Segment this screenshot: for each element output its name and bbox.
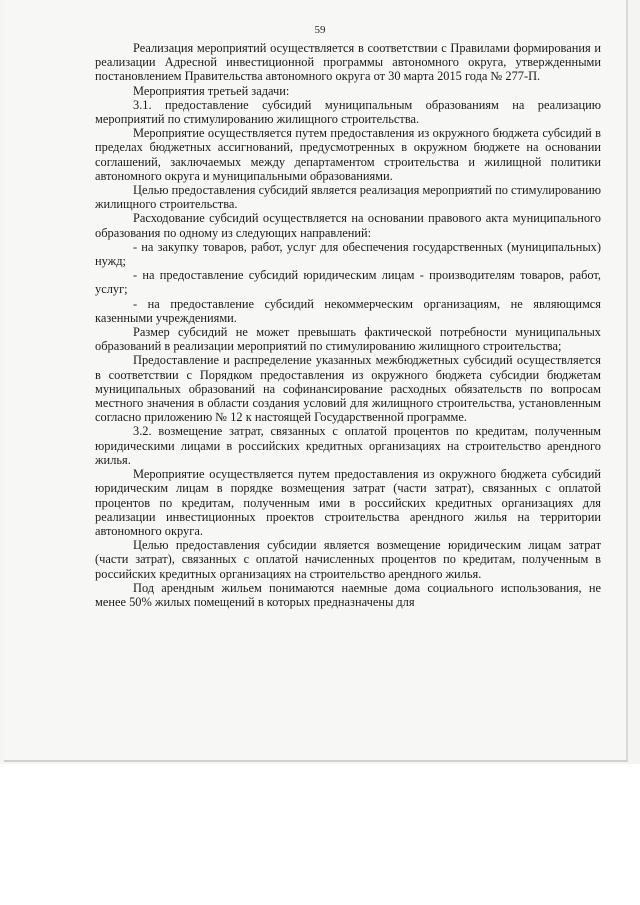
paragraph: Мероприятие осуществляется путем предоставления из окружного бюджета субсидий в пределах бюджетных ассигнований, предусмотренных в окружном бюджете на основании соглашений, заключаемых между департаментом строительства и жилищной политики автономного округа и муниципальными образованиями. — [95, 126, 601, 183]
list-item: - на предоставление субсидий юридическим лицам - производителям товаров, работ, услуг; — [95, 268, 601, 297]
paragraph: 3.2. возмещение затрат, связанных с оплатой процентов по кредитам, полученным юридическими лицами в российских кредитных организациях на строительство арендного жилья. — [95, 424, 601, 467]
paragraph: 3.1. предоставление субсидий муниципальным образованиям на реализацию мероприятий по стимулированию жилищного строительства. — [95, 97, 601, 127]
page-number: 59 — [314, 24, 326, 36]
list-item: - на предоставление субсидий некоммерческим организациям, не являющимся казенными учреждениями. — [95, 296, 601, 325]
paragraph: Мероприятия третьей задачи: — [133, 83, 290, 98]
blank-background — [0, 764, 640, 905]
paragraph: Предоставление и распределение указанных межбюджетных субсидий осуществляется в соответствии с Порядком предоставления из окружного бюджета субсидии бюджетам муниципальных образований на софинансирование расходных обязательств по вопросам местного значения в области создания условий для жилищного строительства, установленным согласно приложению № 12 к настоящей Государственной программе. — [95, 353, 601, 425]
paragraph: Реализация мероприятий осуществляется в соответствии с Правилами формирования и реализации Адресной инвестиционной программы автономного округа, утвержденными постановлением Правительства автономного округа от 30 марта 2015 года № 277-П. — [95, 41, 601, 84]
paragraph: Под арендным жильем понимаются наемные дома социального использования, не менее 50% жилых помещений в которых предназначены для — [95, 580, 601, 609]
paragraph: Размер субсидий не может превышать фактической потребности муниципальных образований в реализации мероприятий по стимулированию жилищного строительства; — [95, 325, 601, 354]
list-item: - на закупку товаров, работ, услуг для обеспечения государственных (муниципальных) нужд; — [95, 239, 601, 269]
paragraph: Расходование субсидий осуществляется на основании правового акта муниципального образования по одному из следующих направлений: — [95, 211, 601, 240]
paragraph: Целью предоставления субсидий является реализация мероприятий по стимулированию жилищного строительства. — [95, 183, 601, 212]
paragraph: Мероприятие осуществляется путем предоставления из окружного бюджета субсидий юридическим лицам в порядке возмещения затрат (части затрат), связанных с оплатой процентов по кредитам, полученным ими в российских кредитных организациях для реализации инвестиционных проектов строительства арендного жилья на территории автономного округа. — [95, 467, 601, 538]
document-body — [95, 41, 601, 609]
paragraph: Целью предоставления субсидии является возмещение юридическим лицам затрат (части затрат), связанных с оплатой начисленных процентов по кредитам, полученным в российских кредитных организациях на строительство арендного жилья. — [95, 538, 601, 581]
